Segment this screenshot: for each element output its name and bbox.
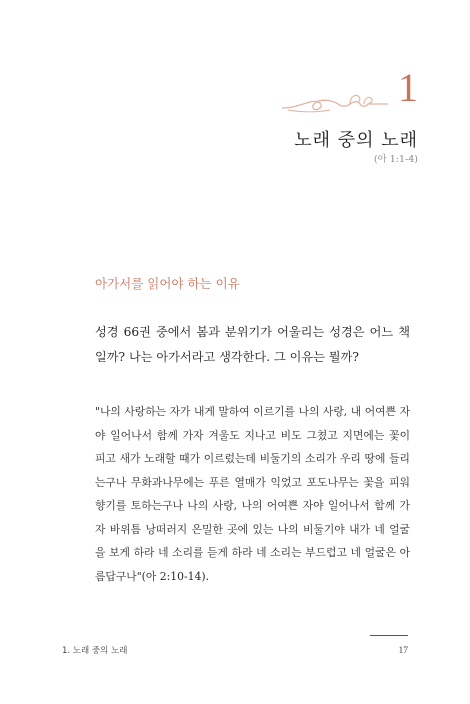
intro-paragraph: 성경 66권 중에서 봄과 분위기가 어울리는 성경은 어느 책일까? 나는 아가서라고 생각한다. 그 이유는 뭘까? — [95, 325, 410, 364]
page-number: 17 — [398, 646, 408, 656]
chapter-number: 1 — [398, 65, 418, 110]
running-title: 1. 노래 중의 노래 — [62, 646, 128, 656]
section-heading: 아가서를 읽어야 하는 이유 — [95, 276, 240, 291]
flourish-ornament-icon — [280, 88, 390, 116]
chapter-header — [218, 66, 418, 176]
chapter-reference: (아 1:1-4) — [373, 154, 418, 165]
footer-divider — [370, 635, 408, 636]
chapter-title: 노래 중의 노래 — [294, 130, 418, 151]
scripture-quote: "나의 사랑하는 자가 내게 말하여 이르기를 나의 사랑, 내 어여쁜 자야 일어나서 함께 가자 겨울도 지나고 비도 그쳤고 지면에는 꽃이 피고 새가 노래할 때가 이르렀는데 비둘기의 소리가 우리 땅에 들리는구나 무화과나무에는 푸른 열매가 익었고 포도나무는 꽃을 피워 향기를 토하는구나 나의 사랑, 나의 어여쁜 자야 일어나서 함께 가자 바위틈 낭떠러지 은밀한 곳에 있는 나의 비둘기야 내가 네 얼굴을 보게 하라 네 소리를 듣게 하라 네 소리는 부드럽고 네 얼굴은 아름답구나"(아 2:10-14). — [95, 405, 410, 583]
